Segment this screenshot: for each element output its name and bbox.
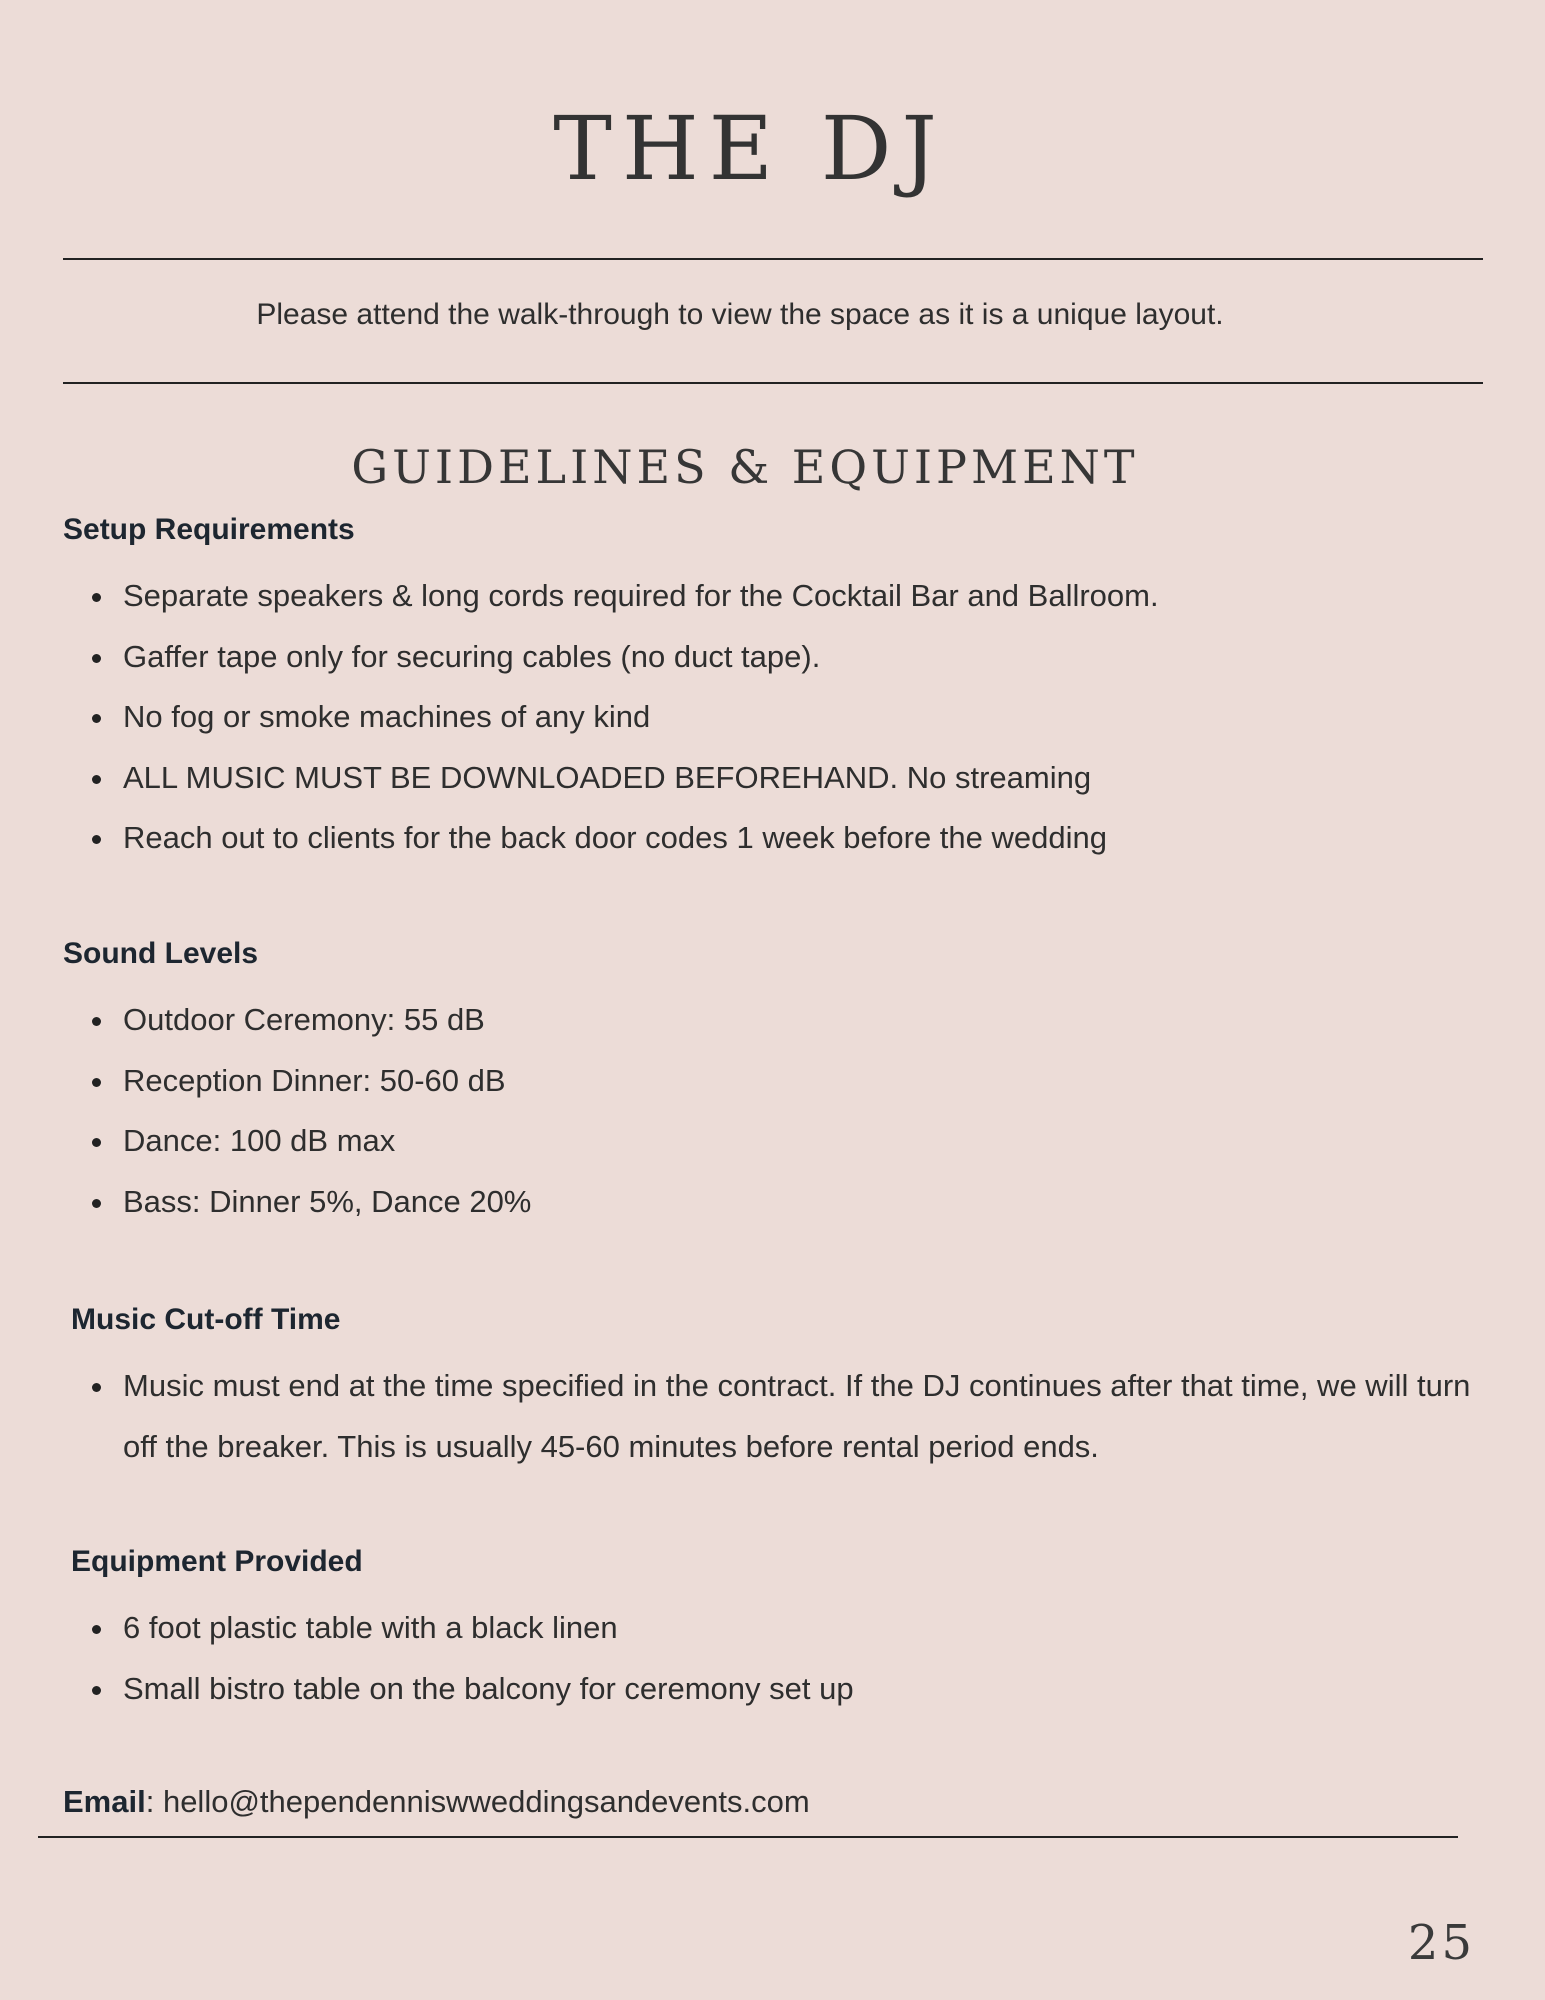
email-separator: : xyxy=(145,1784,163,1819)
list-item: 6 foot plastic table with a black linen xyxy=(123,1598,1483,1659)
setup-requirements-list xyxy=(63,566,1483,869)
setup-requirements-heading: Setup Requirements xyxy=(63,513,355,546)
email-label: Email xyxy=(63,1784,146,1819)
list-item: Gaffer tape only for securing cables (no duct tape). xyxy=(123,627,1483,688)
equipment-provided-section xyxy=(63,1542,1483,1719)
email-address[interactable]: hello@thependenniswweddingsandevents.com xyxy=(162,1784,810,1819)
divider-bottom xyxy=(38,1836,1458,1838)
list-item: Bass: Dinner 5%, Dance 20% xyxy=(123,1172,1483,1233)
page-title: THE DJ xyxy=(553,97,947,200)
section-heading: GUIDELINES & EQUIPMENT xyxy=(351,440,1139,494)
sound-levels-section xyxy=(63,934,1483,1232)
list-item: Separate speakers & long cords required for the Cocktail Bar and Ballroom. xyxy=(123,566,1483,627)
equipment-provided-list xyxy=(63,1598,1483,1719)
list-item: Reach out to clients for the back door codes 1 week before the wedding xyxy=(123,808,1483,869)
sound-levels-heading: Sound Levels xyxy=(63,937,259,970)
sound-levels-list xyxy=(63,990,1483,1232)
list-item: Music must end at the time specified in the contract. If the DJ continues after that time, we will turn off the breaker. This is usually 45-60 minutes before rental period ends. xyxy=(123,1356,1483,1477)
walkthrough-notice: Please attend the walk-through to view the space as it is a unique layout. xyxy=(256,298,1224,331)
divider-top xyxy=(63,258,1483,260)
list-item: ALL MUSIC MUST BE DOWNLOADED BEFOREHAND. No streaming xyxy=(123,748,1483,809)
setup-requirements-section xyxy=(63,510,1483,869)
list-item: Reception Dinner: 50-60 dB xyxy=(123,1051,1483,1112)
page-number: 25 xyxy=(1407,1915,1475,1971)
equipment-provided-heading: Equipment Provided xyxy=(71,1545,363,1578)
list-item: No fog or smoke machines of any kind xyxy=(123,687,1483,748)
music-cutoff-heading: Music Cut-off Time xyxy=(71,1303,341,1336)
list-item: Outdoor Ceremony: 55 dB xyxy=(123,990,1483,1051)
contact-email xyxy=(63,1784,810,1820)
music-cutoff-list xyxy=(63,1356,1483,1477)
divider-middle xyxy=(63,382,1483,384)
list-item: Small bistro table on the balcony for ceremony set up xyxy=(123,1659,1483,1720)
music-cutoff-section xyxy=(63,1300,1483,1477)
list-item: Dance: 100 dB max xyxy=(123,1111,1483,1172)
